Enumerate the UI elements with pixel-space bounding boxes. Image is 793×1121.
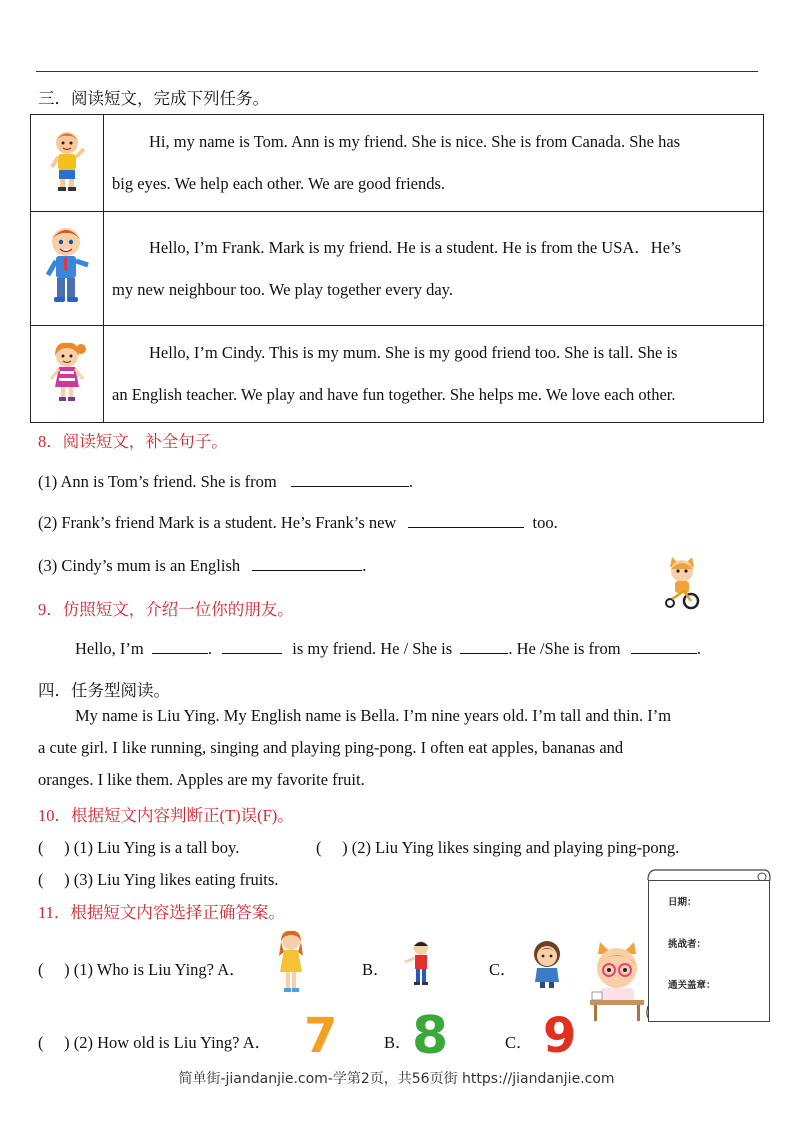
passage-row-tom xyxy=(31,115,764,212)
cindy-cell xyxy=(31,326,104,423)
stamp-date-label: 日期： xyxy=(668,897,697,908)
girl-reading-at-desk-icon xyxy=(586,940,648,1024)
boy-tom-icon xyxy=(44,129,90,193)
q11-q1[interactable]: ( ) (1) Who is Liu Ying? A． xyxy=(38,960,246,979)
q9-part2: . xyxy=(207,639,212,658)
passage-frank-line1: Hello, I’m Frank. Mark is my friend. He is a student. He is from the USA．He’s xyxy=(149,237,682,257)
challenge-stamp-card xyxy=(642,866,772,1024)
q8-item2-end: too. xyxy=(532,513,558,532)
tom-cell xyxy=(31,115,104,212)
stamp-box xyxy=(648,880,770,1022)
frank-cell xyxy=(31,212,104,326)
q9-part1: Hello, I’m xyxy=(75,639,144,658)
passage-tom xyxy=(104,115,764,212)
section4-line1: My name is Liu Ying. My English name is Bella. I’m nine years old. I’m tall and thin. I’m xyxy=(75,706,672,725)
q8-item1-blank[interactable] xyxy=(291,474,409,487)
q8-title: 8．阅读短文，补全句子。 xyxy=(38,432,228,451)
girl-cindy-icon xyxy=(45,341,89,403)
boy-option-b-icon[interactable] xyxy=(404,940,434,988)
q9-template xyxy=(75,639,701,659)
section4-passage xyxy=(38,700,755,796)
q11-title: 11．根据短文内容选择正确答案。 xyxy=(38,903,285,922)
cartoon-cat-bike-icon xyxy=(662,555,702,611)
girl-option-c-icon[interactable] xyxy=(526,938,568,990)
q8-item2 xyxy=(38,513,558,533)
passage-cindy-line2: an English teacher. We play and have fun together. She helps me. We love each other. xyxy=(112,385,676,404)
number-nine-option-c[interactable]: 9 xyxy=(543,1008,577,1064)
q10-item2[interactable]: ( ) (2) Liu Ying likes singing and playing ping-pong. xyxy=(316,838,680,857)
passage-table xyxy=(30,114,764,423)
q9-blank1[interactable] xyxy=(152,641,208,654)
q9-blank3[interactable] xyxy=(460,641,508,654)
q8-item3 xyxy=(38,556,366,576)
passage-frank-line2: my new neighbour too. We play together every day. xyxy=(112,279,453,299)
boy-frank-icon xyxy=(40,225,94,307)
q9-blank2[interactable] xyxy=(222,641,282,654)
q11-q2-option-c[interactable]: C． xyxy=(505,1033,533,1052)
q8-item3-text: (3) Cindy’s mum is an English xyxy=(38,556,241,575)
q8-item1 xyxy=(38,472,413,492)
q11-q2[interactable]: ( ) (2) How old is Liu Ying? A． xyxy=(38,1033,272,1052)
q9-title: 9．仿照短文，介绍一位你的朋友。 xyxy=(38,600,294,619)
girl-liuying-option-a-icon[interactable] xyxy=(274,930,308,996)
q10-item1[interactable]: ( ) (1) Liu Ying is a tall boy. xyxy=(38,838,240,857)
q11-q1-option-b[interactable]: B． xyxy=(362,960,390,979)
passage-cindy-line1: Hello, I’m Cindy. This is my mum. She is my good friend too. She is tall. She is xyxy=(149,343,678,362)
q9-blank4[interactable] xyxy=(631,641,697,654)
q9-part5: . xyxy=(696,639,701,658)
stamp-seal-label: 通关盖章： xyxy=(668,980,716,991)
q8-item1-end: . xyxy=(408,472,413,491)
q9-part3: is my friend. He / She is xyxy=(292,639,453,658)
q11-q2-option-b[interactable]: B． xyxy=(384,1033,412,1052)
top-rule xyxy=(36,71,758,72)
q8-item3-blank[interactable] xyxy=(252,558,362,571)
section4-title: 四．任务型阅读。 xyxy=(38,681,170,700)
passage-tom-line2: big eyes. We help each other. We are good friends. xyxy=(112,174,446,193)
q9-part4: . He /She is from xyxy=(508,639,621,658)
q8-item1-text: (1) Ann is Tom’s friend. She is from xyxy=(38,472,277,491)
section3-title: 三．阅读短文，完成下列任务。 xyxy=(38,89,269,108)
q8-item3-end: . xyxy=(362,556,367,575)
page-footer: 简单街-jiandanjie.com-学第2页，共56页街 https://jiandanjie.com xyxy=(178,1071,615,1087)
passage-frank xyxy=(104,212,764,326)
passage-tom-line1: Hi, my name is Tom. Ann is my friend. She is nice. She is from Canada. She has xyxy=(149,132,681,151)
number-eight-option-b[interactable]: 8 xyxy=(412,1006,449,1066)
section4-line2: a cute girl. I like running, singing and playing ping-pong. I often eat apples, bananas and xyxy=(38,738,624,757)
q11-q1-option-c[interactable]: C． xyxy=(489,960,517,979)
number-seven-option-a[interactable]: 7 xyxy=(304,1008,338,1064)
stamp-challenger-label: 挑战者： xyxy=(668,939,707,950)
section4-line3: oranges. I like them. Apples are my favorite fruit. xyxy=(38,770,365,789)
q8-item2-blank[interactable] xyxy=(408,515,524,528)
q10-item3[interactable]: ( ) (3) Liu Ying likes eating fruits. xyxy=(38,870,279,889)
passage-row-frank xyxy=(31,212,764,326)
passage-row-cindy xyxy=(31,326,764,423)
q8-item2-text: (2) Frank’s friend Mark is a student. He’s Frank’s new xyxy=(38,513,397,532)
passage-cindy xyxy=(104,326,764,423)
q10-title: 10．根据短文内容判断正(T)误(F)。 xyxy=(38,806,294,825)
